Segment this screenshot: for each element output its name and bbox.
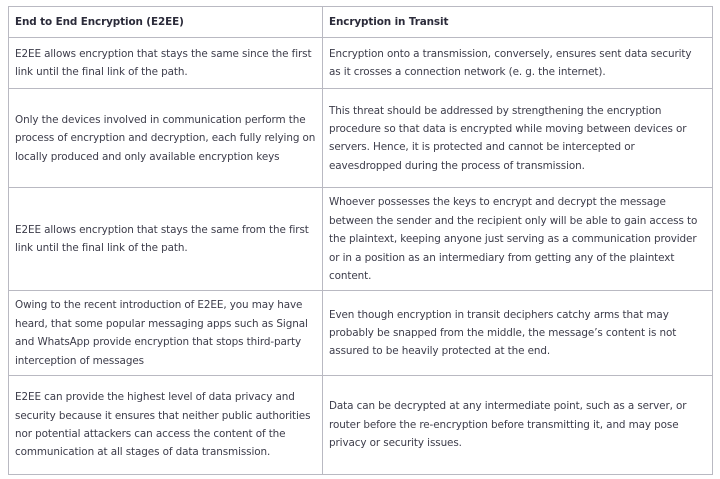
table-cell-transit: Even though encryption in transit deciphers catchy arms that may probably be snapped from the middle, the message’s content is not assured to be heavily protected at the end. [323,291,713,376]
table-cell-e2ee: Only the devices involved in communication perform the process of encryption and decryption, each fully relying on locally produced and only available encryption keys [9,89,323,188]
table-cell-e2ee: Owing to the recent introduction of E2EE, you may have heard, that some popular messaging apps such as Signal and WhatsApp provide encryption that stops third-party interception of messages [9,291,323,376]
table-cell-transit: Data can be decrypted at any intermediate point, such as a server, or router before the re-encryption before transmitting it, and may pose privacy or security issues. [323,376,713,475]
table-cell-e2ee: E2EE allows encryption that stays the same from the first link until the final link of the path. [9,188,323,291]
table-cell-transit: Whoever possesses the keys to encrypt and decrypt the message between the sender and the recipient only will be able to gain access to the plaintext, keeping anyone just serving as a communication provider or in a position as an intermediary from getting any of the plaintext content. [323,188,713,291]
table-cell-transit: Encryption onto a transmission, conversely, ensures sent data security as it crosses a connection network (e. g. the internet). [323,38,713,89]
table-row [9,376,713,475]
table-row [9,188,713,291]
comparison-table [8,6,713,475]
table-row [9,38,713,89]
table-row [9,291,713,376]
table-row [9,89,713,188]
table-cell-e2ee: E2EE can provide the highest level of data privacy and security because it ensures that neither public authorities nor potential attackers can access the content of the communication at all stages of data transmission. [9,376,323,475]
table-cell-transit: This threat should be addressed by strengthening the encryption procedure so that data is encrypted while moving between devices or servers. Hence, it is protected and cannot be intercepted or eavesdropped during the process of transmission. [323,89,713,188]
table-header-row [9,7,713,38]
header-e2ee: End to End Encryption (E2EE) [9,7,323,38]
table-cell-e2ee: E2EE allows encryption that stays the same since the first link until the final link of the path. [9,38,323,89]
header-encryption-in-transit: Encryption in Transit [323,7,713,38]
